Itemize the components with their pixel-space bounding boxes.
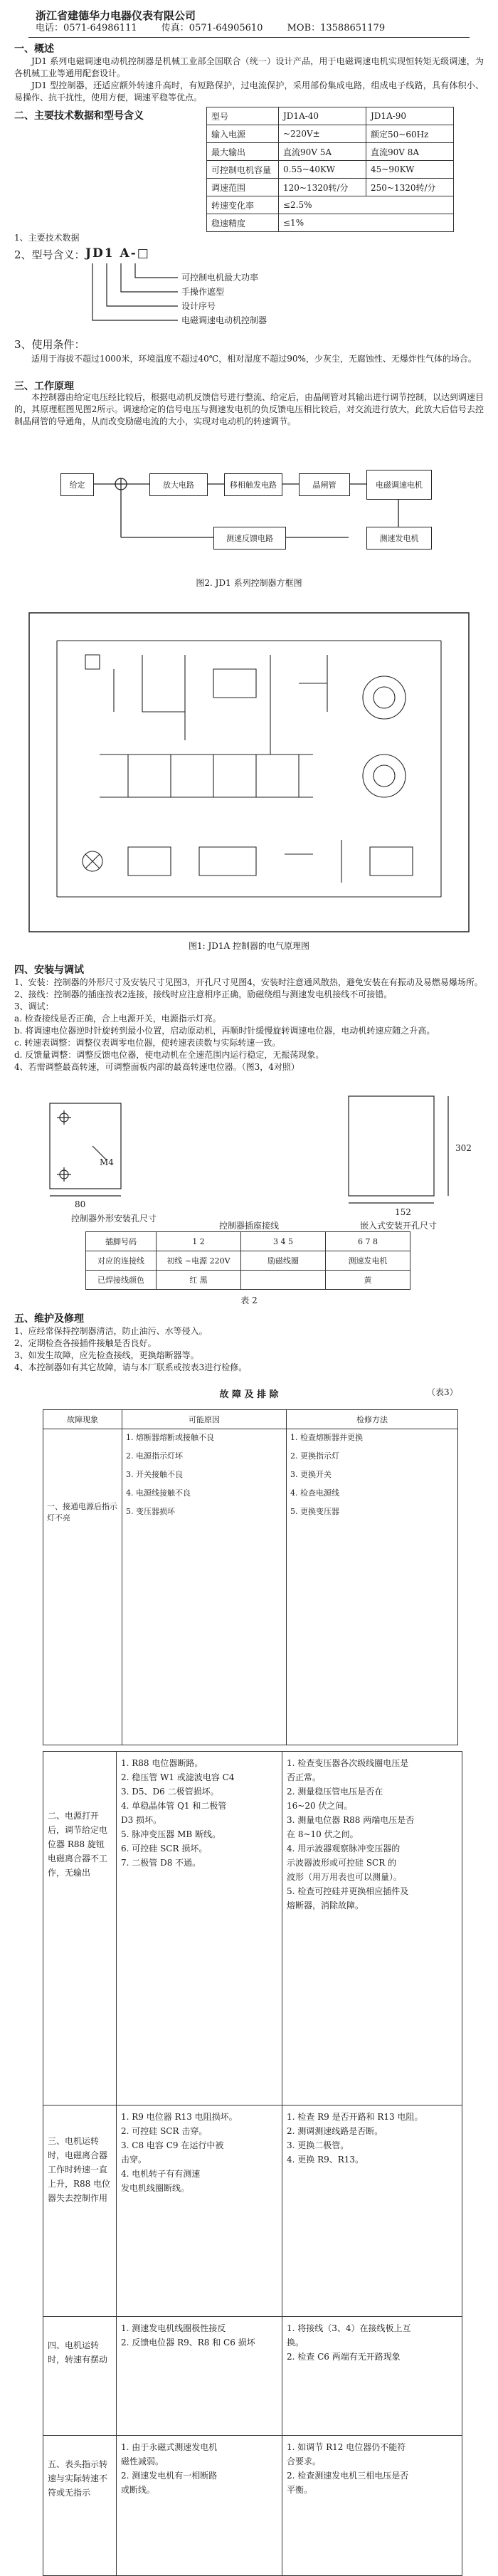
section-maintain-title: 五、维护及修理 <box>14 1313 84 1325</box>
install-para: 2、接线：控制器的插座按表2连接，接线时应注意相序正确，励磁绕组与测速发电机接线不可接错。 <box>14 989 393 999</box>
panel-cutout-drawing <box>334 1089 462 1210</box>
fault-cause: 2. 电源指示灯坏 <box>126 1451 183 1461</box>
spec-cell: 调速范围 <box>207 179 279 196</box>
table-cell: 初线 ~电源 220V <box>157 1251 241 1271</box>
fault-fix: 换。 <box>287 2338 304 2348</box>
table-header-cell: 检修方法 <box>287 1410 458 1429</box>
fault-cause: 3. D5、D6 二极管损坏。 <box>121 1787 219 1797</box>
fault-cause: 6. 可控硅 SCR 损坏。 <box>121 1844 208 1854</box>
figure-4-caption: 嵌入式安装开孔尺寸 <box>359 1221 437 1231</box>
fault-cause: 3. 开关接触不良 <box>126 1470 183 1479</box>
spec-cell: 额定50~60Hz <box>366 125 454 143</box>
fault-fix: 2. 检查测速发电机三相电压是否 <box>287 2471 409 2481</box>
dim-80: 80 <box>75 1199 86 1209</box>
maintain-para: 4、本控制器如有其它故障，请与本厂联系或按表3进行检修。 <box>14 1362 248 1372</box>
fault-fix: 合要求。 <box>287 2456 322 2466</box>
fault-cause: 5. 脉冲变压器 MB 断线。 <box>121 1829 221 1839</box>
fault-fix: 1. 检查熔断器并更换 <box>290 1433 363 1442</box>
fault-fix: 在 8~10 伏之间。 <box>287 1829 359 1839</box>
fault-fix: 2. 测调测速线路是否断。 <box>287 2126 383 2136</box>
install-para: 1、安装：控制器的外形尺寸及安装尺寸见图3，开孔尺寸见图4，安装时注意通风散热，避免安装在有振动及易燃易爆场所。 <box>14 977 483 987</box>
dim-m4: M4 <box>100 1157 114 1167</box>
install-para: c. 转速表调整：调整仪表调零电位器，使转速表读数与实际转速一致。 <box>14 1038 281 1048</box>
spec-cell: 最大输出 <box>207 143 279 161</box>
table-cell: 红 黑 <box>157 1271 241 1290</box>
connector-table <box>85 1231 410 1290</box>
fault-fix: 16~20 伏之间。 <box>287 1801 353 1811</box>
figure-1-caption: 图1: JD1A 控制器的电气原理图 <box>188 941 310 951</box>
table-3-label: （表3） <box>427 1387 458 1397</box>
fault-symptom: 一、接通电源后指示灯不亮 <box>43 1429 122 1745</box>
table-header-cell: 可能原因 <box>122 1410 287 1429</box>
spec-col-40: JD1A-40 <box>279 107 366 125</box>
block-phase-shift: 移相触发电路 <box>224 473 282 496</box>
dim-152: 152 <box>395 1207 411 1217</box>
table-cell: 已焊接线颜色 <box>86 1271 157 1290</box>
block-setpoint: 给定 <box>60 473 94 496</box>
table-cell: 6 7 8 <box>326 1232 410 1251</box>
fault-fix: 熔断器，消除故障。 <box>287 1901 364 1910</box>
fault-symptom: 五、表头指示转速与实际转速不符或无指示 <box>43 2436 117 2576</box>
leader-line-series <box>107 263 178 306</box>
table-2-title: 控制器插座接线 <box>218 1221 279 1231</box>
model-label-power: 可控制电机最大功率 <box>181 273 259 283</box>
spec-cell: 稳速精度 <box>207 214 279 232</box>
figure-2-caption: 图2. JD1 系列控制器方框图 <box>196 578 302 588</box>
fault-causes <box>117 2106 282 2317</box>
table-2-caption: 表 2 <box>240 1295 258 1305</box>
fault-cause: 磁性减弱。 <box>121 2456 164 2466</box>
spec-row <box>207 143 454 161</box>
fault-cause: 2. 测速发电机有一相断路 <box>121 2471 218 2481</box>
fault-cause: 击穿。 <box>121 2155 147 2165</box>
tech-note-3: 3、使用条件： <box>14 338 85 351</box>
fault-cause: 2. 可控硅 SCR 击穿。 <box>121 2126 208 2136</box>
table-row <box>43 2317 462 2436</box>
fax: 传真：0571-64905610 <box>161 23 263 33</box>
install-para: d. 反馈量调整：调整反馈电位器，使电动机在全速范围内运行稳定，无振荡现象。 <box>14 1050 324 1060</box>
spec-row <box>207 161 454 179</box>
spec-cell: 输入电源 <box>207 125 279 143</box>
use-conditions: 适用于海拔不超过1000米，环境温度不超过40℃，相对湿度不超过90%，少灰尘，无腐蚀性、无爆炸性气体的场合。 <box>31 354 477 364</box>
fault-cause: 或断线。 <box>121 2485 156 2495</box>
spec-col-90: JD1A-90 <box>366 107 454 125</box>
overview-para-2: JD1 型控制器，还适应额外转速升高时，有短路保护，过电流保护，采用部份集成电路，组成电子线路，具有体积小、易操作、抗干扰性，使用方便，调速平稳等优点。 <box>14 80 484 102</box>
spec-row <box>207 179 454 196</box>
install-para: b. 将调速电位器逆时针旋转到最小位置，启动原动机，再顺时针缓慢旋转调速电位器，电动机转速应随之升高。 <box>14 1026 435 1036</box>
fault-fix: 4. 检查电源线 <box>290 1488 339 1498</box>
fault-fix: 1. 检查 R9 是否开路和 R13 电阻。 <box>287 2112 423 2122</box>
install-text <box>14 977 484 1073</box>
model-label-series: 设计序号 <box>181 301 216 311</box>
spec-cell: 直流90V 8A <box>366 143 454 161</box>
fault-cause: 1. R9 电位器 R13 电阻损坏。 <box>121 2112 238 2122</box>
fault-cause: 发电机线圈断线。 <box>121 2183 190 2193</box>
fault-fix: 5. 更换变压器 <box>290 1507 339 1516</box>
fault-fix: 2. 测量稳压管电压是否在 <box>287 1787 383 1797</box>
fault-causes <box>117 2317 282 2436</box>
spec-cell: 直流90V 5A <box>279 143 366 161</box>
table-cell: 1 2 <box>157 1232 241 1251</box>
model-label-type: 手操作遮型 <box>181 287 225 297</box>
block-feedback: 测速反馈电路 <box>213 527 286 550</box>
fault-cause: 2. 稳压管 W1 或滤波电容 C4 <box>121 1772 235 1782</box>
section-tech-title: 二、主要技术数据和型号含义 <box>14 110 144 122</box>
block-tacho: 测速发电机 <box>366 527 432 550</box>
fault-symptom: 四、电机运转时，转速有摆动 <box>43 2317 117 2436</box>
install-para: a. 检查接线是否正确，合上电源开关，电源指示灯亮。 <box>14 1014 221 1024</box>
spec-cell: ≤1% <box>279 214 454 232</box>
fault-causes <box>117 1752 282 2106</box>
mobile: MOB：13588651179 <box>287 23 386 33</box>
table-row <box>43 2106 462 2317</box>
fault-fix: 波形（用万用表也可以测量）。 <box>287 1872 403 1882</box>
block-motor: 电磁调速电机 <box>366 470 432 500</box>
section-principle-title: 三、工作原理 <box>14 381 74 392</box>
spec-cell: 120~1320转/分 <box>279 179 366 196</box>
fault-fixes <box>282 1752 462 2106</box>
fault-fix: 2. 更换指示灯 <box>290 1451 339 1461</box>
maintain-para: 1、应经常保持控制器清洁，防止油污、水等侵入。 <box>14 1326 208 1336</box>
install-para: 3、调试： <box>14 1002 54 1011</box>
table-3-title: 故 障 及 排 除 <box>219 1389 279 1400</box>
fault-fixes <box>287 1429 458 1745</box>
spec-cell: 0.55~40KW <box>279 161 366 179</box>
fault-fix: 1. 将接线（3、4）在接线板上互 <box>287 2323 411 2333</box>
section-overview-title: 一、概述 <box>14 43 54 55</box>
overview-para-1: JD1 系列电磁调速电动机控制器是机械工业部全国联合（统一）设计产品，用于电磁调速电机实现恒转矩无级调速，为各机械工业等通用配套设计。 <box>14 56 484 78</box>
fault-cause: 2. 反馈电位器 R9、R8 和 C6 损坏 <box>121 2338 255 2348</box>
fault-cause: 3. C8 电容 C9 在运行中被 <box>121 2140 224 2150</box>
telephone: 电话：0571-64986111 <box>36 23 137 33</box>
fault-fix: 1. 如调节 R12 电位器仍不能符 <box>287 2442 406 2452</box>
fault-table-1 <box>43 1409 458 1745</box>
fault-fix: 4. 更换 R9、R13。 <box>287 2155 364 2165</box>
fault-fix: 5. 检查可控硅并更换相应插件及 <box>287 1886 409 1896</box>
electrical-schematic <box>28 612 470 932</box>
fault-causes <box>122 1429 287 1745</box>
table-cell: 插脚号码 <box>86 1232 157 1251</box>
figure-3-caption: 控制器外形安装孔尺寸 <box>70 1214 157 1224</box>
table-cell: 励磁线圈 <box>241 1251 326 1271</box>
fault-cause: 1. 熔断器熔断或接触不良 <box>126 1433 214 1442</box>
fault-fix: 1. 检查变压器各次级线圈电压是 <box>287 1758 409 1768</box>
fault-cause: 7. 二极管 D8 不通。 <box>121 1858 201 1868</box>
fault-fixes <box>282 2106 462 2317</box>
block-thyristor: 晶闸管 <box>299 473 350 496</box>
fault-cause: D3 损坏。 <box>121 1815 162 1825</box>
spec-table <box>206 107 454 232</box>
fault-fixes <box>282 2317 462 2436</box>
fault-symptom: 二、电源打开后，调节给定电位器 R88 旋钮电磁离合器不工作，无输出 <box>43 1752 117 2106</box>
fault-fix: 平衡。 <box>287 2485 313 2495</box>
table-row <box>86 1251 410 1271</box>
model-code: JD1 A-□ <box>85 246 150 261</box>
table-cell: 对应的连接线 <box>86 1251 157 1271</box>
table-row <box>86 1271 410 1290</box>
maintain-para: 3、如发生故障，应先检查接线，更换熔断器等。 <box>14 1350 199 1360</box>
dim-302: 302 <box>455 1143 472 1153</box>
maintain-text <box>14 1325 484 1374</box>
table-row <box>43 1752 462 2106</box>
model-label-product: 电磁调速电动机控制器 <box>181 315 267 325</box>
spec-header-row <box>207 107 454 125</box>
fault-cause: 1. 由于永磁式测速发电机 <box>121 2442 218 2452</box>
table-cell: 黄 <box>326 1271 410 1290</box>
fault-fix: 4. 用示波器观察脉冲变压器的 <box>287 1844 401 1854</box>
fault-causes <box>117 2436 282 2576</box>
spec-row <box>207 196 454 214</box>
spec-row <box>207 125 454 143</box>
fault-fix: 否正常。 <box>287 1772 322 1782</box>
fault-fix: 3. 更换二极管。 <box>287 2140 349 2150</box>
install-para: 4、若需调整最高转速，可调整面板内部的最高转速电位器。（图3，4对照） <box>14 1062 300 1072</box>
fault-symptom: 三、电机运转时，电磁离合器工作时转速一直上升，R88 电位器失去控制作用 <box>43 2106 117 2317</box>
fault-cause: 4. 电机转子有有测速 <box>121 2169 201 2179</box>
fault-fix: 3. 更换开关 <box>290 1470 332 1479</box>
fault-fix: 3. 测量电位器 R88 两端电压是否 <box>287 1815 415 1825</box>
spec-cell: 转速变化率 <box>207 196 279 214</box>
fault-fix: 2. 检查 C6 两端有无开路现象 <box>287 2352 401 2362</box>
table-cell: 3 4 5 <box>241 1232 326 1251</box>
spec-cell: ~220V± <box>279 125 366 143</box>
maintain-para: 2、定期检查各接插件接触是否良好。 <box>14 1338 157 1348</box>
tech-note-2: 2、型号含义： <box>14 248 85 261</box>
fault-fixes <box>282 2436 462 2576</box>
fault-cause: 5. 变压器损坏 <box>126 1507 175 1516</box>
table-cell: 测速发电机 <box>326 1251 410 1271</box>
spec-col-model: 型号 <box>207 107 279 125</box>
spec-cell: 可控制电机容量 <box>207 161 279 179</box>
fault-cause: 1. R88 电位器断路。 <box>121 1758 203 1768</box>
table-header-row <box>43 1410 458 1429</box>
fault-cause: 4. 单稳晶体管 Q1 和二极管 <box>121 1801 227 1811</box>
table-row <box>43 1429 458 1745</box>
block-amplifier: 放大电路 <box>149 473 208 496</box>
fault-fix: 示波器波形或可控硅 SCR 的 <box>287 1858 397 1868</box>
spec-row <box>207 214 454 232</box>
spec-cell: 45~90KW <box>366 161 454 179</box>
tech-note-1: 1、主要技术数据 <box>14 233 80 243</box>
table-cell <box>241 1271 326 1290</box>
fault-table-2 <box>43 1751 462 2576</box>
contact-line <box>36 23 462 34</box>
company-header <box>36 10 462 34</box>
table-row <box>43 2436 462 2576</box>
spec-cell: 250~1320转/分 <box>366 179 454 196</box>
fault-cause: 1. 测速发电机线圈极性接反 <box>121 2323 226 2333</box>
table-row <box>86 1232 410 1251</box>
header-rule <box>28 37 470 38</box>
spec-cell: ≤2.5% <box>279 196 454 214</box>
section-install-title: 四、安装与调试 <box>14 964 84 976</box>
mounting-hole-drawing <box>43 1096 185 1203</box>
table-header-cell: 故障现象 <box>43 1410 122 1429</box>
fault-cause: 4. 电源线接触不良 <box>126 1488 191 1498</box>
leader-line-power <box>135 263 178 278</box>
company-name: 浙江省建德华力电器仪表有限公司 <box>36 9 196 22</box>
principle-para: 本控制器由给定电压经比较后，根据电动机反馈信号进行整流、给定后，由晶闸管对其输出进行调节控制，以达到调速目的，其原理框图见图2所示。调速给定的信号电压与测速发电机的负反馈电压相比较后，对交流进行放大，此放大后信号去控制晶闸管的导通角，从而改变励磁电流的大小，实现对电动机的转速调节。 <box>14 392 484 426</box>
